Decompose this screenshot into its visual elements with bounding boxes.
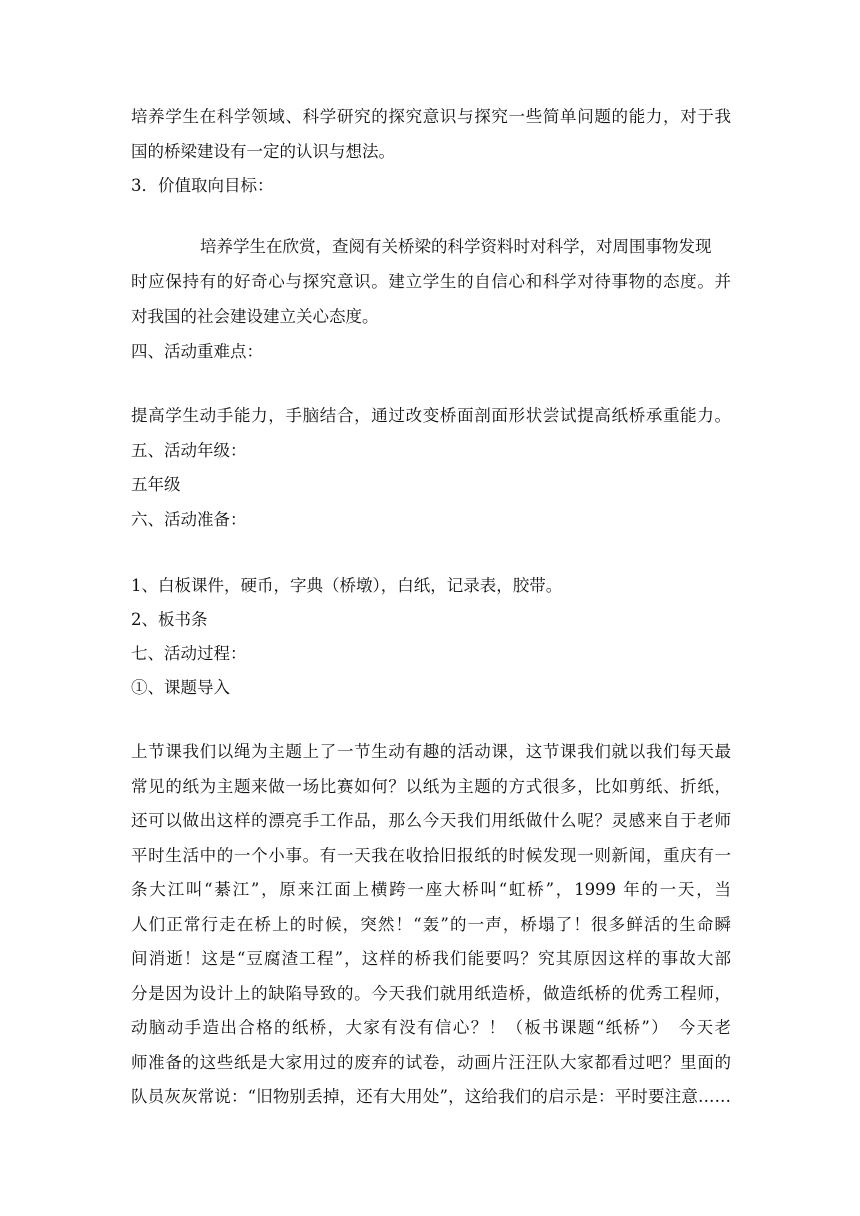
body-line: 还可以做出这样的漂亮手工作品，那么今天我们用纸做什么呢？灵感来自于老师 [131, 811, 731, 830]
paragraph-line: 国的桥梁建设有一定的认识与想法。 [131, 142, 395, 161]
body-line: 常见的纸为主题来做一场比赛如何？以纸为主题的方式很多，比如剪纸、折纸， [131, 777, 731, 796]
body-line: 师准备的这些纸是大家用过的废弃的试卷，动画片汪汪队大家都看过吧？里面的 [131, 1053, 731, 1072]
body-line: 上节课我们以绳为主题上了一节生动有趣的活动课，这节课我们就以我们每天最 [131, 742, 731, 761]
paragraph-line: 提高学生动手能力，手脑结合，通过改变桥面剖面形状尝试提高纸桥承重能力。 [131, 406, 731, 425]
body-line: 分是因为设计上的缺陷导致的。今天我们就用纸造桥，做造纸桥的优秀工程师， [131, 984, 731, 1003]
section-heading: 四、活动重难点： [131, 342, 263, 361]
body-line: 动脑动手造出合格的纸桥，大家有没有信心？！（板书课题“纸桥”） 今天老 [131, 1018, 731, 1037]
body-line: 平时生活中的一个小事。有一天我在收拾旧报纸的时候发现一则新闻，重庆有一 [131, 846, 731, 865]
paragraph-line: 培养学生在欣赏，查阅有关桥梁的科学资料时对科学，对周围事物发现 [200, 237, 712, 256]
section-heading: 五、活动年级： [131, 441, 247, 460]
section-heading: 六、活动准备： [131, 510, 247, 529]
list-item: 1、白板课件，硬币，字典（桥墩），白纸，记录表，胶带。 [131, 576, 563, 595]
paragraph-line: 五年级 [131, 475, 181, 494]
list-item: 2、板书条 [131, 610, 208, 629]
body-line: 条大江叫“綦江”，原来江面上横跨一座大桥叫“虹桥”，1999 年的一天，当 [131, 880, 731, 899]
paragraph-line: 时应保持有的好奇心与探究意识。建立学生的自信心和科学对待事物的态度。并 [131, 272, 731, 291]
body-line: 队员灰灰常说：“旧物别丢掉，还有大用处”，这给我们的启示是：平时要注意…… [131, 1087, 731, 1106]
section-heading: 七、活动过程： [131, 644, 247, 663]
sub-heading: ①、课题导入 [131, 678, 230, 697]
section-heading: 3．价值取向目标： [131, 176, 274, 195]
paragraph-line: 培养学生在科学领域、科学研究的探究意识与探究一些简单问题的能力，对于我 [131, 107, 731, 126]
body-line: 间消逝！这是“豆腐渣工程”，这样的桥我们能要吗？究其原因这样的事故大部 [131, 949, 731, 968]
body-line: 人们正常行走在桥上的时候，突然！“轰”的一声，桥塌了！很多鲜活的生命瞬 [131, 915, 731, 934]
paragraph-line: 对我国的社会建设建立关心态度。 [131, 307, 379, 326]
